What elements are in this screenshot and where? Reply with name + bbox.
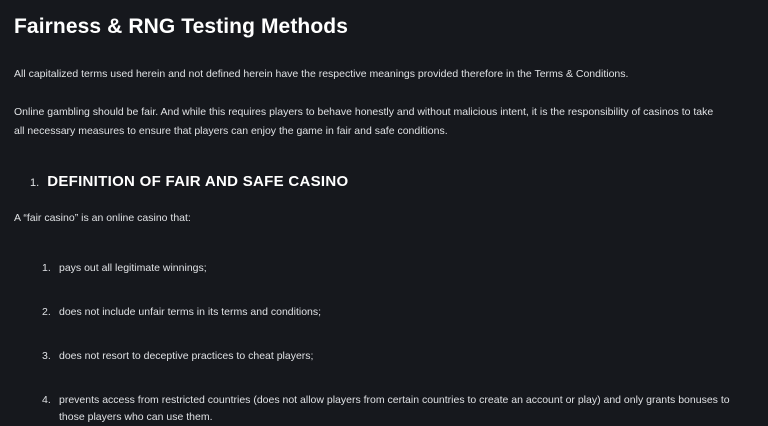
list-item: pays out all legitimate winnings; [59, 262, 207, 274]
intro-paragraph: All capitalized terms used herein and not defined herein have the respective meanings provided therefore in the Terms & Conditions. [14, 68, 629, 80]
section-number: 1. [30, 177, 40, 189]
fair-casino-list [14, 260, 750, 426]
section-lead-text: A “fair casino” is an online casino that: [14, 212, 191, 224]
list-item: prevents access from restricted countries (does not allow players from certain countries to create an account or play) and only grants bonuses to those players who can use them. [59, 394, 730, 423]
list-item: does not resort to deceptive practices to cheat players; [59, 350, 314, 362]
page-title: Fairness & RNG Testing Methods [14, 15, 348, 38]
body-paragraph: Online gambling should be fair. And while this requires players to behave honestly and without malicious intent, it is the responsibility of casinos to take all necessary measures to ensure that players can enjoy the game in fair and safe conditions. [14, 106, 714, 137]
section-heading-row [14, 173, 750, 190]
list-item: does not include unfair terms in its terms and conditions; [59, 306, 322, 318]
section-title: DEFINITION OF FAIR AND SAFE CASINO [47, 173, 349, 190]
